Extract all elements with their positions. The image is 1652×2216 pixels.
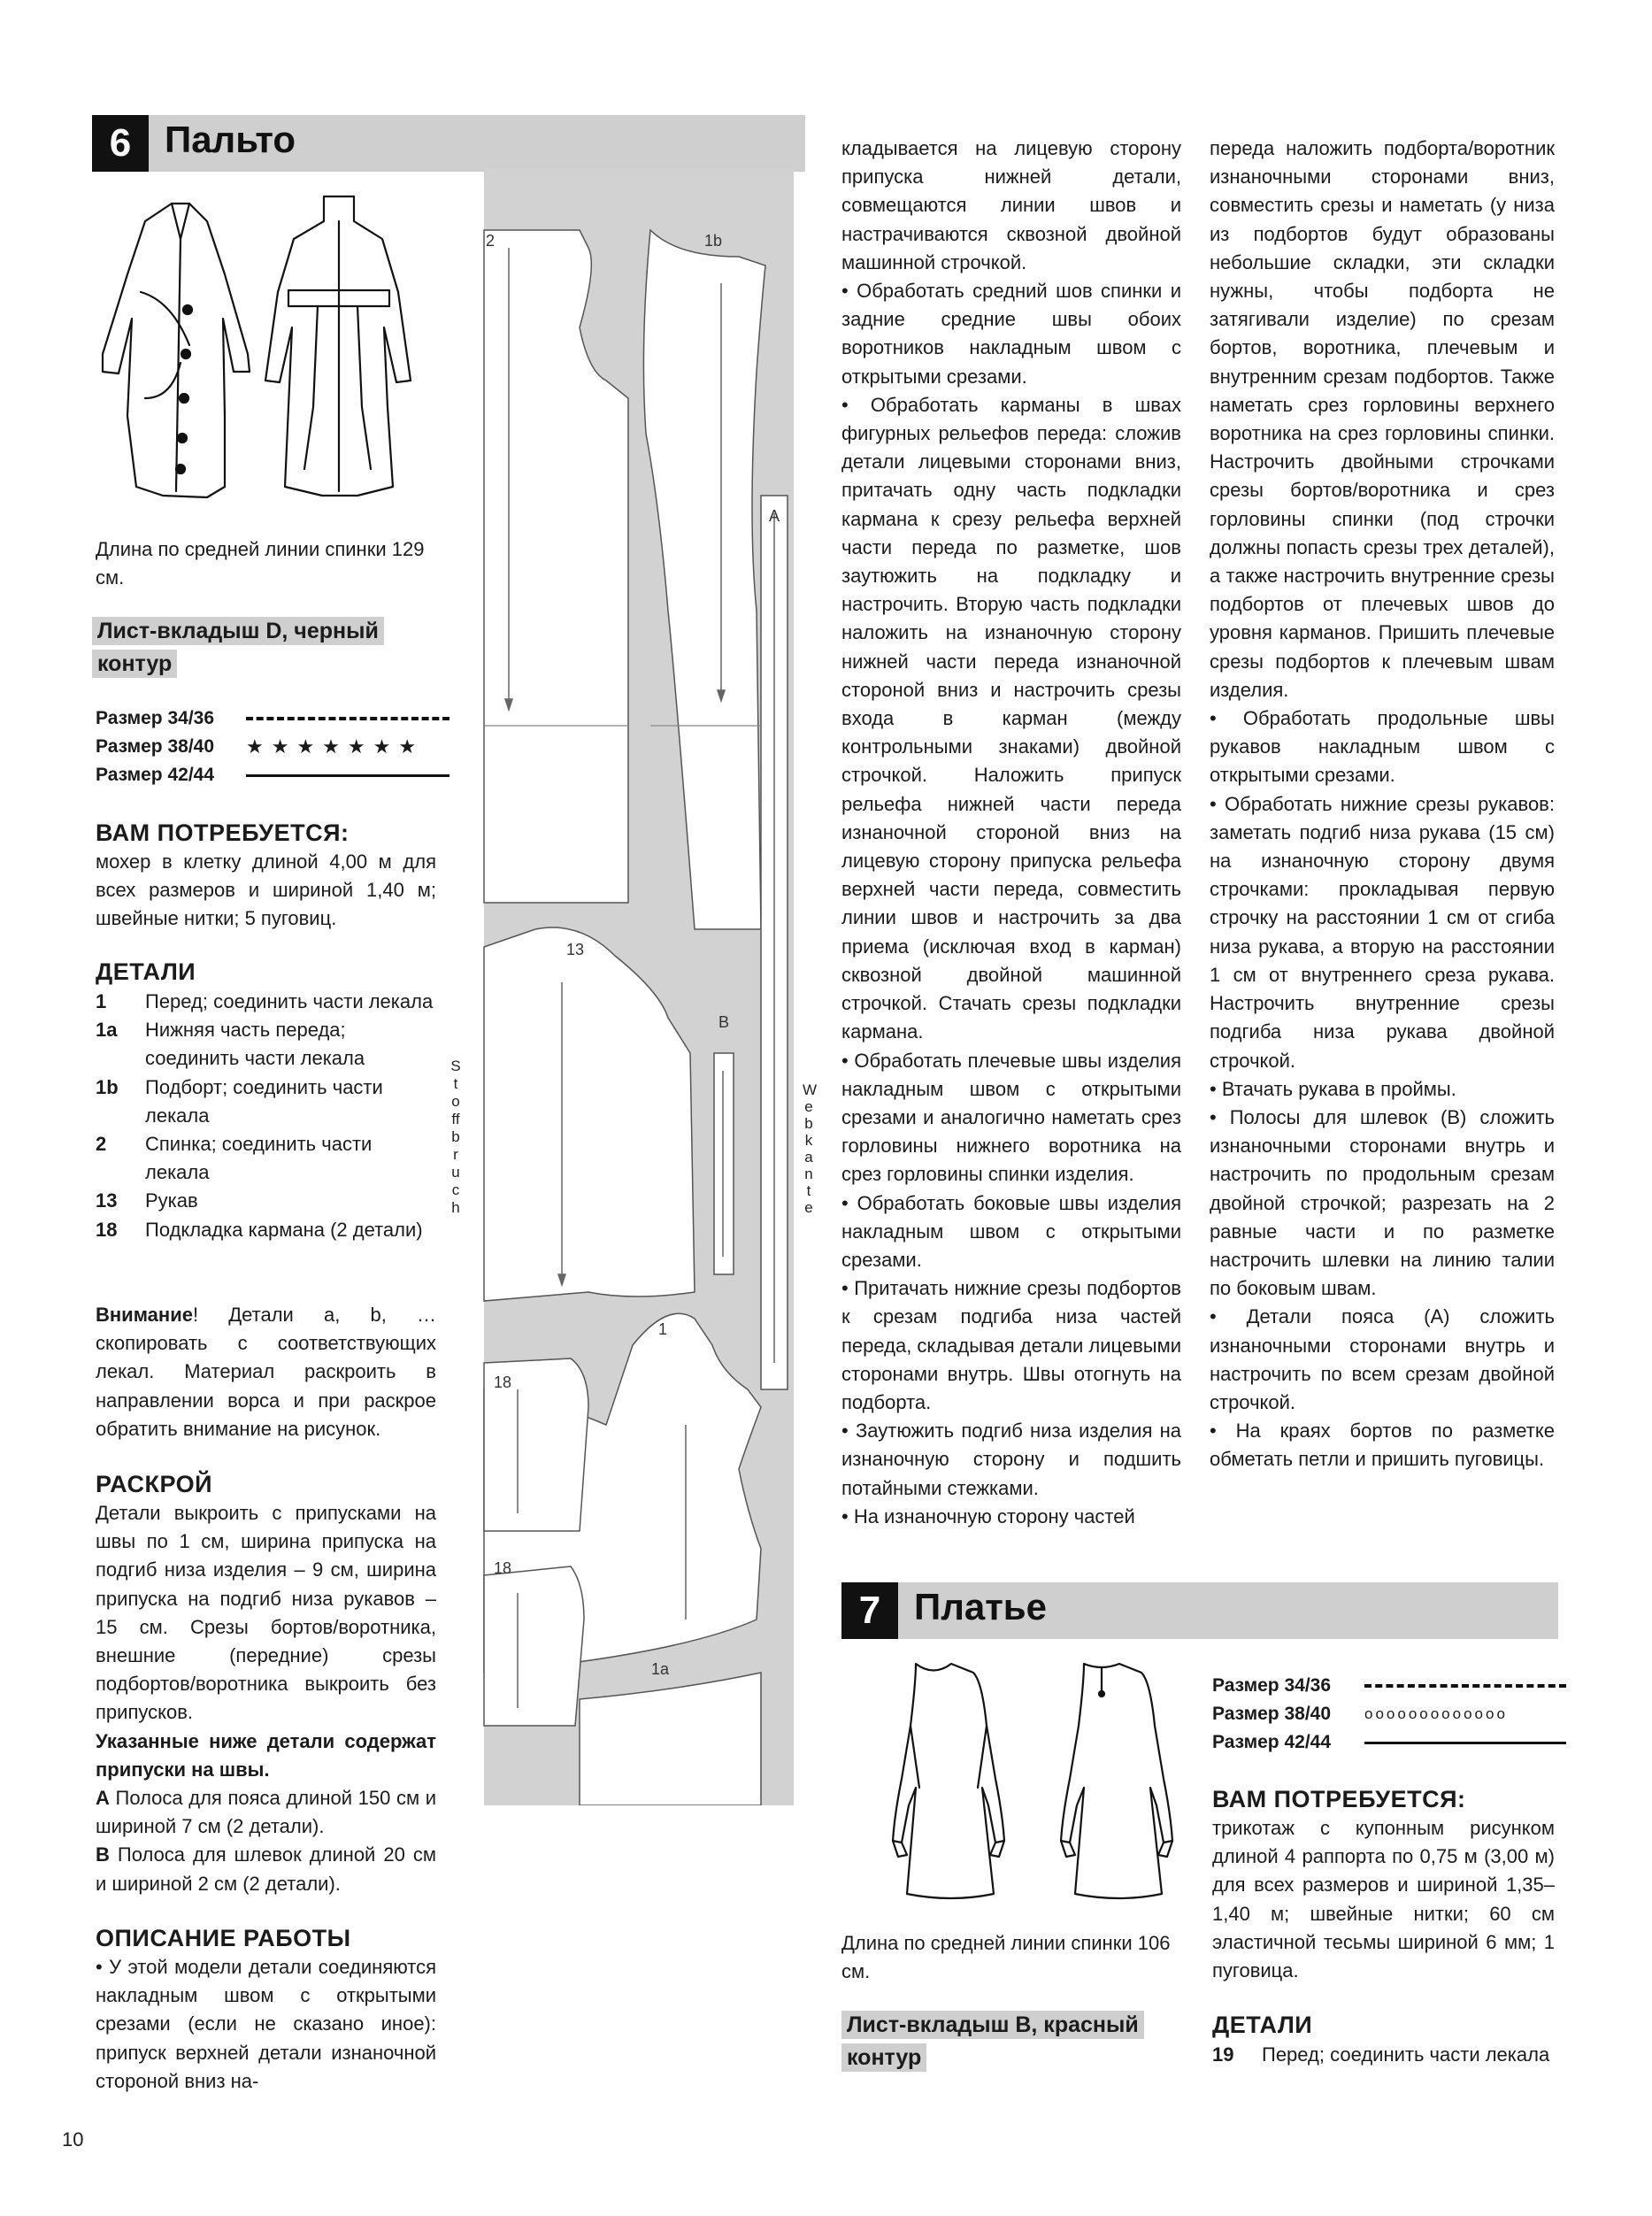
section-6-work-heading: ОПИСАНИЕ РАБОТЫ <box>96 1925 351 1951</box>
section-6-number: 6 <box>92 115 149 172</box>
strip-b <box>714 1053 734 1274</box>
detail-item: 2 Спинка; соединить части лекала <box>96 1133 373 1184</box>
pattern-label-18a: 18 <box>494 1373 512 1391</box>
section-7-sizes <box>1212 1672 1566 1757</box>
detail-item: 13 Рукав <box>96 1189 198 1212</box>
coat-sketch <box>92 186 446 513</box>
pattern-label-b: B <box>718 1013 730 1031</box>
section-6-attention <box>96 1301 436 1443</box>
size-38-40: Размер 38/40 <box>96 736 215 757</box>
dress-sketch <box>863 1655 1181 1912</box>
detail-item: 19 Перед; соединить части лекала <box>1212 2043 1550 2066</box>
detail-item: 1b Подборт; соединить части лекала <box>96 1075 383 1127</box>
size-42-44-line <box>246 774 449 777</box>
section-6-title: Пальто <box>165 119 296 160</box>
section-6-header <box>92 115 805 172</box>
size-34-36-line <box>246 717 449 720</box>
section-6-work-start: • У этой модели детали соединяются накладным швом с открытыми срезами (если не сказано иное): припуск верхней детали изнаночной стороной вниз на- <box>96 1956 436 2092</box>
size-38-40-line: ooooooooooooo <box>1364 1705 1508 1722</box>
section-7-details-list <box>1212 2041 1555 2069</box>
size-42-44-line <box>1364 1742 1566 1744</box>
attention-text: ! Детали a, b, … скопировать с соответствующих лекал. Материал раскроить в направлении ворса и при раскрое обратить внимание на рисунок. <box>96 1304 436 1440</box>
size-34-36-line <box>1364 1684 1566 1688</box>
attention-bold: Внимание <box>96 1304 193 1326</box>
detail-item: 1a Нижняя часть переда; соединить части лекала <box>96 1019 365 1070</box>
pattern-label-1b: 1b <box>704 232 723 250</box>
section-6-sizes <box>96 704 449 789</box>
pattern-label-18b: 18 <box>494 1559 512 1577</box>
section-7-details-heading: ДЕТАЛИ <box>1212 2012 1313 2038</box>
detail-item: 18 Подкладка кармана (2 детали) <box>96 1218 423 1241</box>
piece-18-b <box>484 1566 584 1726</box>
pattern-label-2: 2 <box>486 232 496 250</box>
webkante-label: Webkante <box>803 1081 818 1216</box>
size-34-36: Размер 34/36 <box>96 708 215 728</box>
section-6-cut-heading: РАСКРОЙ <box>96 1471 213 1497</box>
size-42-44: Размер 42/44 <box>1212 1732 1332 1752</box>
section-7-header <box>841 1582 1558 1639</box>
size-38-40-line: ★★★★★★★ <box>246 735 425 758</box>
section-6-details-heading: ДЕТАЛИ <box>96 958 196 985</box>
cut-a: A Полоса для пояса длиной 150 см и шириной 7 см (2 детали). <box>96 1787 436 1838</box>
size-34-36: Размер 34/36 <box>1212 1675 1332 1696</box>
section-6-needs-heading: ВАМ ПОТРЕБУЕТСЯ: <box>96 819 350 846</box>
section-6-details-list <box>96 988 436 1244</box>
stoffbruch-label: Stoffbruch <box>450 1058 461 1216</box>
page-number: 10 <box>62 2128 84 2151</box>
pattern-label-1: 1 <box>658 1320 668 1338</box>
size-42-44: Размер 42/44 <box>96 765 215 785</box>
size-38-40: Размер 38/40 <box>1212 1704 1332 1724</box>
section-7-sheet-box <box>841 2011 1160 2076</box>
detail-item: 1 Перед; соединить части лекала <box>96 990 434 1012</box>
section-6-sheet-label: Лист-вкладыш D, черный контур <box>92 617 384 678</box>
section-6-needs-text: мохер в клетку длиной 4,00 м для всех размеров и шириной 1,40 м; швейные нитки; 5 пуговиц. <box>96 850 436 930</box>
section-7-number: 7 <box>841 1582 898 1639</box>
section-6-sheet-box <box>92 617 455 682</box>
section-7-length-note: Длина по средней линии спинки 106 см. <box>841 1932 1171 1983</box>
pattern-label-a: A <box>769 507 780 525</box>
cut-b: B Полоса для шлевок длиной 20 см и шириной 2 см (2 детали). <box>96 1843 436 1895</box>
column-4-text: переда наложить подборта/воротник изнаночными сторонами вниз, совместить срезы и наметать (у низа из подбортов будут образованы небольшие складки, эти складки нужны, чтобы подборта не затягивали изделие) по срезам бортов, воротника, плечевым и внутренним срезам подбортов. Также наметать срез горловины верхнего воротника на срез горловины спинки. Настрочить двойными строчками срезы бортов/воротника и срез горловины спинки (под строчки должны попасть срезы трех деталей), а также настрочить внутренние срезы подбортов от плечевых швов до уровня карманов. Пришить плечевые срезы подбортов к плечевым швам изделия. • Обработать продольные швы рукавов накладным швом с открытыми срезами. • Обработать нижние срезы рукавов: заметать подгиб низа рукава (15 см) на изнаночную сторону двумя строчками: прокладывая первую строчку на расстоянии 1 см от сгиба низа рукава, а вторую на расстоянии 1 см от внутреннего среза рукава. Настрочить внутренние срезы подгиба низа рукава двойной строчкой. • Втачать рукава в проймы. • Полосы для шлевок (B) сложить изнаночными сторонами внутрь и настрочить по продольным срезам двойной строчкой; разрезать на 2 равные части и по разметке настрочить шлевки на линию талии по боковым швам. • Детали пояса (A) сложить изнаночными сторонами внутрь и настрочить по всем срезам двойной строчкой. • На краях бортов по разметке обметать петли и пришить пуговицы. <box>1210 137 1555 1471</box>
cut-text: Детали выкроить с припусками на швы по 1 см, ширина припуска на подгиб низа изделия – 9 см, ширина припуска на подгиб низа рукавов – 15 см. Срезы бортов/воротника, внешние (передние) срезы подбортов/воротника выкроить без припусков. <box>96 1502 436 1724</box>
section-7-title: Платье <box>914 1586 1047 1627</box>
section-7-needs-text: трикотаж с купонным рисунком длиной 4 раппорта по 0,75 м (3,00 м) для всех размеров и шириной 1,35–1,40 м; швейные нитки; 60 см эластичной тесьмы шириной 6 мм; 1 пуговица. <box>1212 1817 1555 1982</box>
section-6-length-note: Длина по средней линии спинки 129 см. <box>96 538 425 589</box>
column-3-text: кладывается на лицевую сторону припуска нижней детали, совмещаются линии швов и настрачиваются сквозной двойной машинной строчкой. • Обработать средний шов спинки и задние средние швы обоих воротников накладным швом с открытыми срезами. • Обработать карманы в швах фигурных рельефов переда: сложив детали лицевыми сторонами вниз, притачать одну часть подкладки кармана к срезу рельефа верхней части переда по разметке, шов заутюжить на подкладку и настрочить. Вторую часть подкладки наложить на изнаночную сторону нижней части переда изнаночной стороной вниз и настрочить срезы входа в карман (между контрольными знаками) двойной строчкой. Наложить припуск рельефа нижней части переда изнаночной стороной вниз на лицевую сторону припуска рельефа верхней части переда, совместить линии швов и настрочить за два приема (исключая вход в карман) сквозной двойной машинной строчкой. Стачать срезы подкладки кармана. • Обработать плечевые швы изделия накладным швом с открытыми срезами и аналогично наметать срез горловины нижнего воротника на срез горловины спинки изделия. • Обработать боковые швы изделия накладным швом с открытыми срезами. • Притачать нижние срезы подбортов к срезам подгиба низа частей переда, складывая детали лицевыми сторонами внутрь. Швы отогнуть на подборта. • Заутюжить подгиб низа изделия на изнаночную сторону и подшить потайными стежками. • На изнаночную сторону частей <box>841 137 1182 1527</box>
section-6-cut-block <box>96 1499 436 1898</box>
cut-bold: Указанные ниже детали содержат припуски на швы. <box>96 1729 436 1781</box>
pattern-label-13: 13 <box>566 941 585 958</box>
pattern-label-1a: 1a <box>651 1660 670 1678</box>
section-7-needs-heading: ВАМ ПОТРЕБУЕТСЯ: <box>1212 1786 1466 1812</box>
section-7-sheet-label: Лист-вкладыш B, красный контур <box>841 2011 1144 2072</box>
